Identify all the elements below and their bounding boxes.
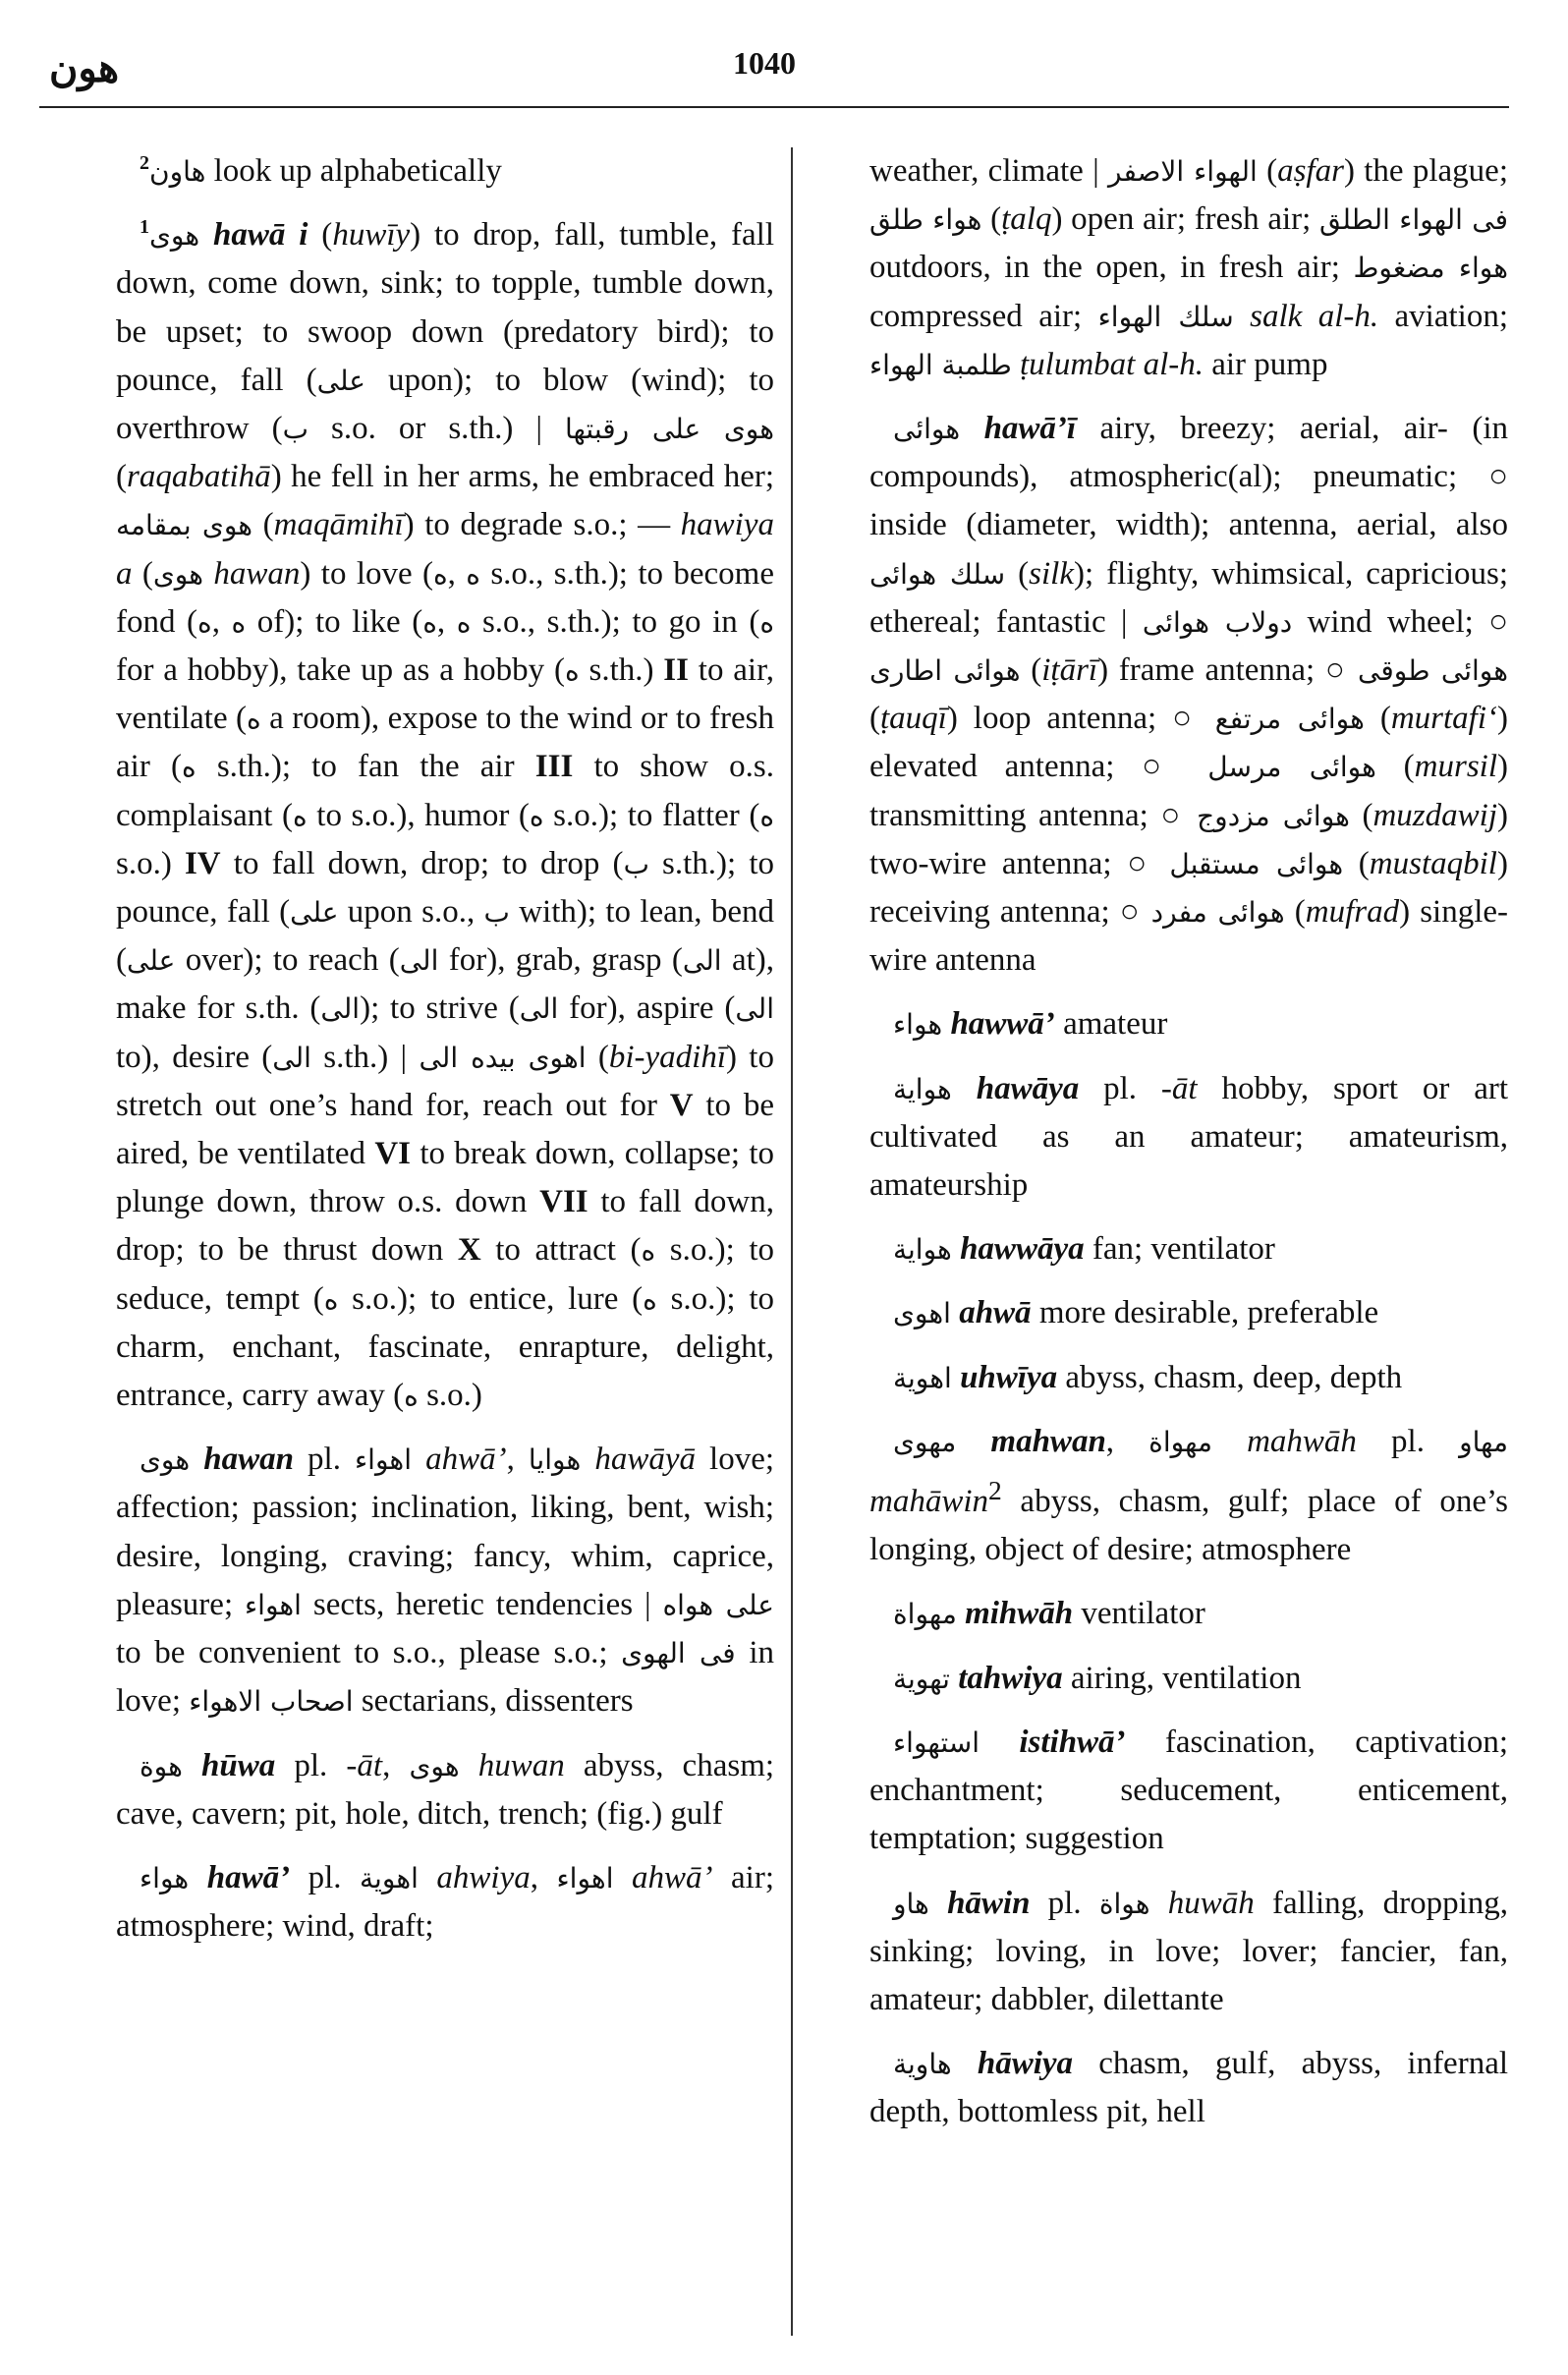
dictionary-entry: $^1$هوى hawā i (huwīy) to drop, fall, tumble, fall down, come down, sink; to topple, tumble down, be upset; to swoop down (predatory bird); to pounce, fall (على upon); to blow (wind); to overthrow (ب s.o. or s.th.) | هوى على رقبتها (raqabatihā) he fell in her arms, he embraced her; هوى بمقامه (maqāmihī) to degrade s.o.; — hawiya a (هوى hawan) to love (ه, ه s.o., s.th.); to become fond (ه, ه of); to like (ه, ه s.o., s.th.); to go in (ه for a hobby), take up as a hobby (ه s.th.) II to air, ventilate (ه a room), expose to the wind or to fresh air (ه s.th.); to fan the air III to show o.s. complaisant (ه to s.o.), humor (ه s.o.); to flatter (ه s.o.) IV to fall down, drop; to drop (ب s.th.); to pounce, fall (على upon s.o., ب with); to lean, bend (على over); to reach (الى for), grab, grasp (الى at), make for s.th. (الى); to strive (الى for), aspire (الى to), desire (الى s.th.) | اهوى بيده الى (bi-yadihī) to stretch out one’s hand for, reach out for V to be aired, be ventilated VI to break down, collapse; to plunge down, throw o.s. down VII to fall down, drop; to be thrust down X to attract (ه s.o.); to seduce, tempt (ه s.o.); to entice, lure (ه s.o.); to charm, enchant, fascinate, enrapture, delight, entrance, carry away (ه s.o.) <box>116 216 775 1414</box>
dictionary-entry: هوة hūwa pl. -āt, هوى huwan abyss, chasm; cave, cavern; pit, hole, ditch, trench; (fig.) gulf <box>116 1747 775 1832</box>
dictionary-entry: weather, climate | الهواء الاصفر (aṣfar) the plague; هواء طلق (ṭalq) open air; fresh air; فى الهواء الطلق outdoors, in the open, in fresh air; هواء مضغوط compressed air; سلك الهواء salk al-h. aviation; طلمبة الهواء ṭulumbat al-h. air pump <box>869 153 1509 382</box>
page-header <box>39 37 1489 106</box>
dictionary-entry: هواء hawwā’ amateur <box>893 1006 1168 1043</box>
dictionary-entry: اهوى ahwā more desirable, preferable <box>893 1295 1379 1331</box>
column-divider <box>791 147 793 2336</box>
dictionary-entry: هاوية hāwiya chasm, gulf, abyss, infernal depth, bottomless pit, hell <box>869 2046 1509 2130</box>
dictionary-entry: هاو hāwin pl. هواة huwāh falling, dropping, sinking; loving, in love; lover; fancier, fan, amateur; dabbler, dilettante <box>869 1885 1509 2017</box>
right-column <box>869 147 1508 2153</box>
dictionary-entry: استهواء istihwā’ fascination, captivation; enchantment; seducement, enticement, temptation; suggestion <box>869 1724 1509 1857</box>
dictionary-entry: اهوية uhwīya abyss, chasm, deep, depth <box>893 1359 1403 1395</box>
page-number: 1040 <box>733 45 796 81</box>
dictionary-entry: $^2$هاون look up alphabetically <box>140 152 502 189</box>
left-column <box>116 147 774 1966</box>
dictionary-entry: مهواة mihwāh ventilator <box>893 1596 1205 1632</box>
dictionary-entry: مهوى mahwan, مهواة mahwāh pl. مهاو mahāwin$^2$ abyss, chasm, gulf; place of one’s longing, object of desire; atmosphere <box>869 1423 1509 1568</box>
dictionary-entry: هوائى hawā’ī airy, breezy; aerial, air- (in compounds), atmospheric(al); pneumatic; ○ inside (diameter, width); antenna, aerial, also سلك هوائى (silk); flighty, whimsical, capricious; ethereal; fantastic | دولاب هوائى wind wheel; ○ هوائى اطارى (iṭārī) frame antenna; ○ هوائى طوقى (ṭauqī) loop antenna; ○ هوائى مرتفع (murtafi‘) elevated antenna; ○ هوائى مرسل (mursil) transmitting antenna; ○ هوائى مزدوج (muzdawij) two-wire antenna; ○ هوائى مستقبل (mustaqbil) receiving antenna; ○ هوائى مفرد (mufrad) single-wire antenna <box>869 411 1509 979</box>
dictionary-entry: تهوية tahwiya airing, ventilation <box>893 1660 1302 1696</box>
dictionary-entry: هواء hawā’ pl. اهوية ahwiya, اهواء ahwā’ air; atmosphere; wind, draft; <box>116 1859 775 1945</box>
dictionary-entry: هواية hawwāya fan; ventilator <box>893 1231 1275 1268</box>
dictionary-entry: هواية hawāya pl. -āt hobby, sport or art cultivated as an amateur; amateurism, amateurship <box>869 1070 1509 1204</box>
header-rule <box>39 106 1509 108</box>
running-head: هون <box>49 45 120 91</box>
dictionary-entry: هوى hawan pl. اهواء ahwā’, هوايا hawāyā love; affection; passion; inclination, liking, bent, wish; desire, longing, craving; fancy, whim, caprice, pleasure; اهواء sects, heretic tendencies | على هواه to be convenient to s.o., please s.o.; فى الهوى in love; اصحاب الاهواء sectarians, dissenters <box>116 1442 775 1720</box>
